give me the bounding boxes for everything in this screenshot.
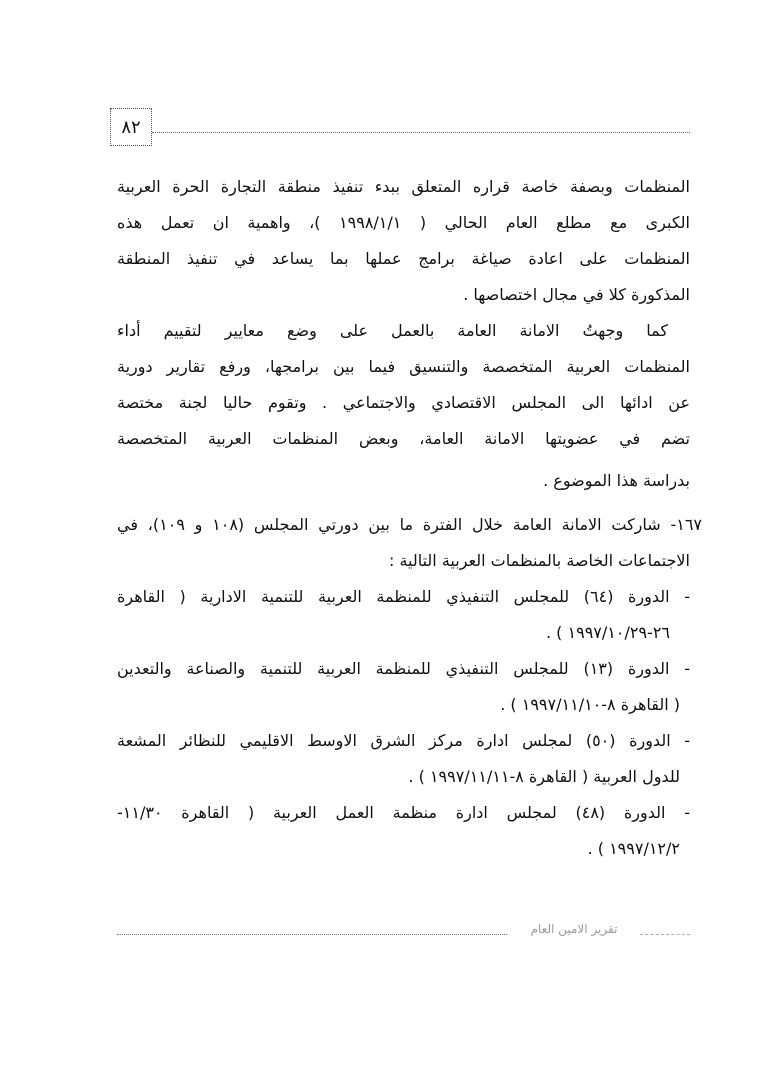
text-line: عن ادائها الى المجلس الاقتصادي والاجتماعي . وتقوم حاليا لجنة مختصة: [117, 393, 690, 412]
text-line: - الدورة (٥٠) لمجلس ادارة مركز الشرق الاوسط الاقليمي للنظائر المشعة: [117, 731, 690, 750]
text-line: كما وجهتُ الامانة العامة بالعمل على وضع معايير لتقييم أداء: [117, 321, 668, 340]
text-line: ١٦٧- شاركت الامانة العامة خلال الفترة ما بين دورتي المجلس (١٠٨ و ١٠٩)، في: [117, 515, 702, 534]
text-line: المنظمات وبصفة خاصة قراره المتعلق ببدء تنفيذ منطقة التجارة الحرة العربية: [117, 177, 690, 196]
text-line: ١٩٩٧/١٢/٢ ) .: [587, 839, 680, 858]
footer-title: تقرير الامين العام: [530, 922, 618, 936]
page-number: ٨٢: [110, 108, 152, 146]
text-line: الاجتماعات الخاصة بالمنظمات العربية التالية :: [388, 551, 690, 570]
header-rule: [152, 132, 690, 133]
footer-rule: [117, 934, 507, 935]
text-line: المذكورة كلا في مجال اختصاصها .: [463, 285, 690, 304]
text-line: بدراسة هذا الموضوع .: [543, 471, 690, 490]
footer-dash: [640, 934, 690, 935]
text-line: - الدورة (٤٨) لمجلس ادارة منظمة العمل العربية ( القاهرة ١١/٣٠-: [117, 803, 690, 822]
text-line: للدول العربية ( القاهرة ٨-١٩٩٧/١١/١١ ) .: [408, 767, 680, 786]
text-line: ٢٦-١٩٩٧/١٠/٢٩ ) .: [546, 623, 670, 642]
text-line: الكبرى مع مطلع العام الحالي ( ١٩٩٨/١/١ )، واهمية ان تعمل هذه: [117, 213, 690, 232]
text-line: المنظمات على اعادة صياغة برامج عملها بما يساعد في تنفيذ المنطقة: [117, 249, 690, 268]
text-line: ( القاهرة ٨-١٩٩٧/١١/١٠ ) .: [500, 695, 680, 714]
text-line: تضم في عضويتها الامانة العامة، وبعض المنظمات العربية المتخصصة: [117, 429, 690, 448]
text-line: - الدورة (٦٤) للمجلس التنفيذي للمنظمة العربية للتنمية الادارية ( القاهرة: [117, 587, 691, 606]
text-line: - الدورة (١٣) للمجلس التنفيذي للمنظمة العربية للتنمية والصناعة والتعدين: [117, 659, 690, 678]
text-line: المنظمات العربية المتخصصة والتنسيق فيما بين برامجها، ورفع تقارير دورية: [117, 357, 690, 376]
